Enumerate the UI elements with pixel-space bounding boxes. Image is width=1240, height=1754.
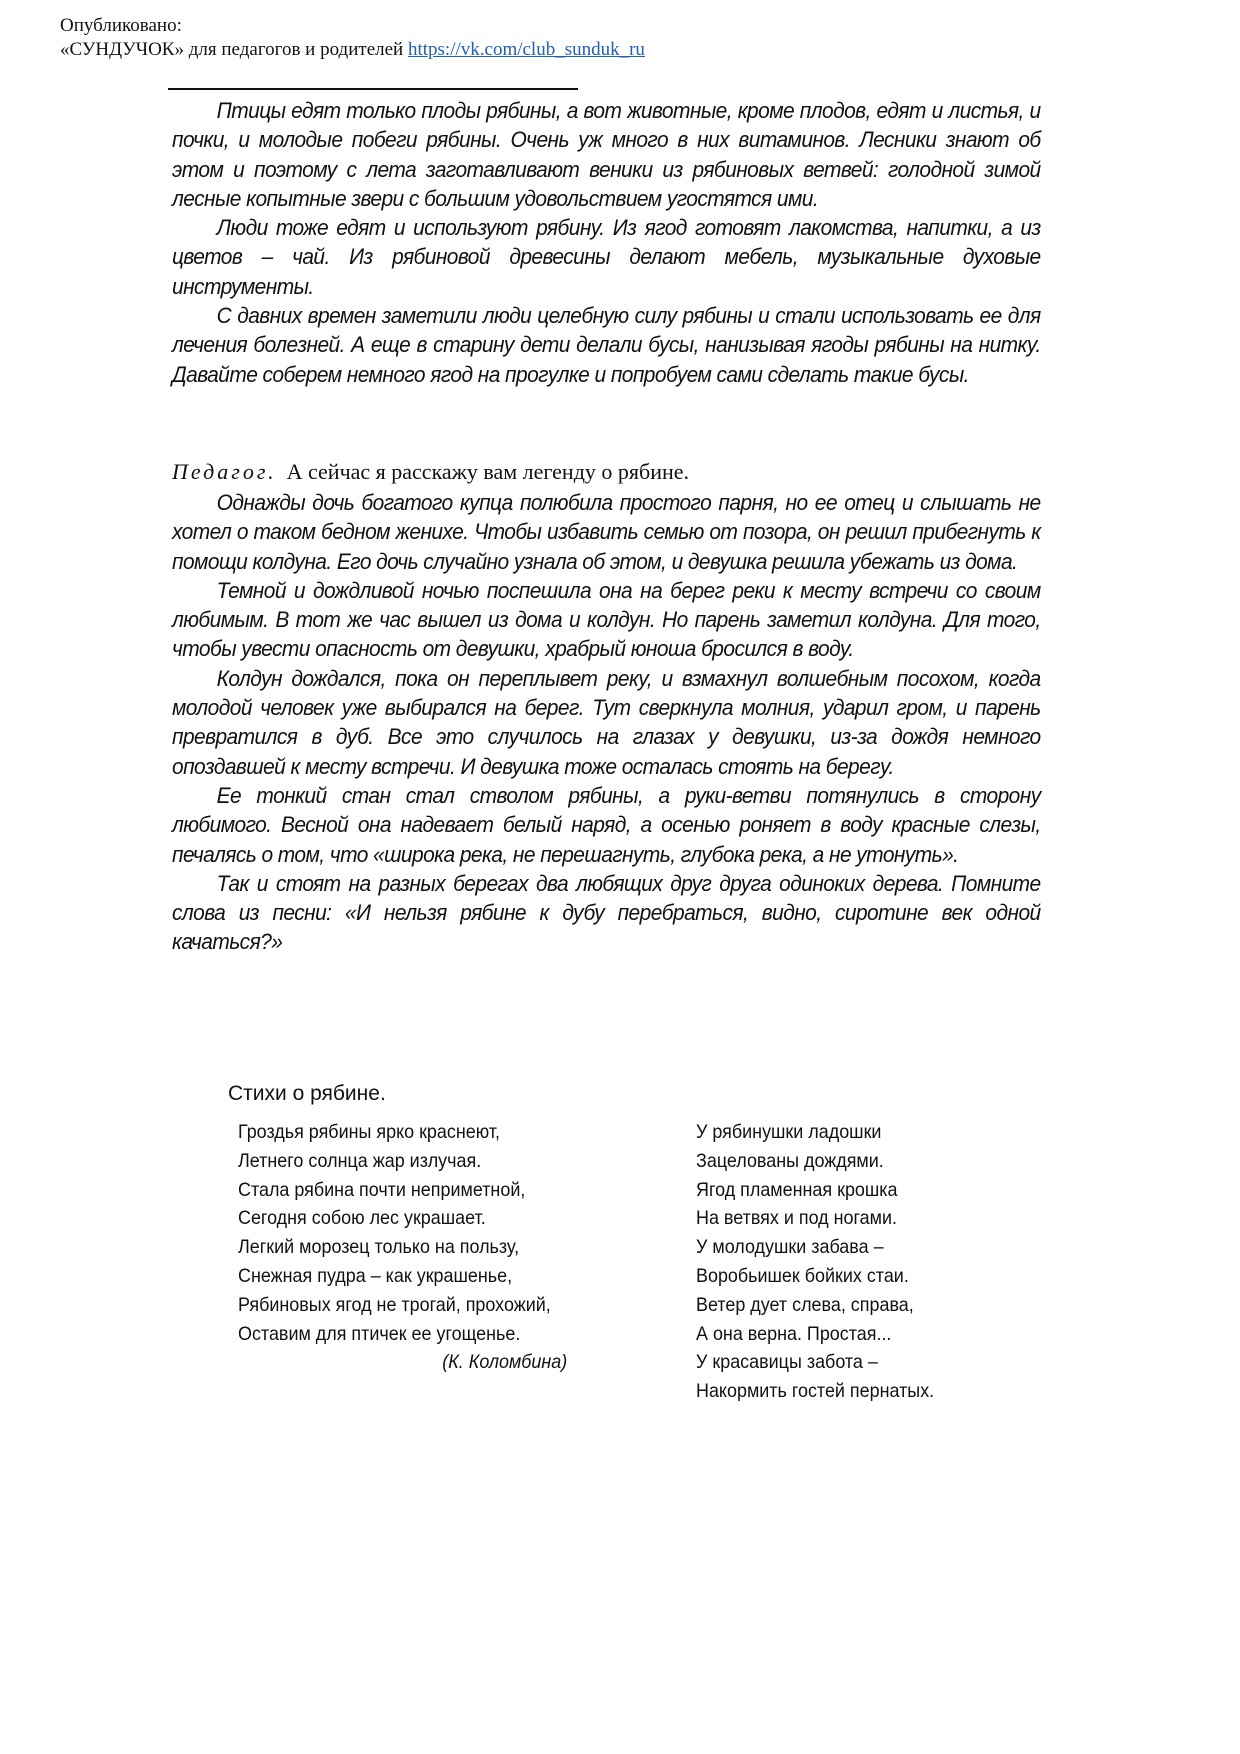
poem-line: Ветер дует слева, справа, [696,1293,914,1316]
intro-paragraph: С давних времен заметили люди целебную силу рябины и стали использовать ее для лечения болезней. А еще в старину дети делали бусы, нанизывая ягоды рябины на нитку. Давайте соберем немного ягод на прогулке и попробуем сами сделать такие бусы. [172,303,1041,387]
publication-header [60,14,645,62]
legend-paragraph: Темной и дождливой ночью поспешила она на берег реки к месту встречи со своим любимым. В тот же час вышел из дома и колдун. Но парень заметил колдуна. Для того, чтобы увести опасность от девушки, храбрый юноша бросился в воду. [172,577,1041,662]
poem-right [696,1118,934,1406]
poem-line: А она верна. Простая... [696,1322,892,1345]
published-label: Опубликовано: [60,15,182,36]
poem-line: Рябиновых ягод не трогай, прохожий, [238,1293,551,1316]
poem-line: Легкий морозец только на пользу, [238,1236,520,1259]
speaker-label: Педагог. [172,459,277,484]
poem-line: Летнего солнца жар излучая. [238,1149,482,1172]
poem-line: Снежная пудра – как украшенье, [238,1264,513,1287]
poem-line: На ветвях и под ногами. [696,1207,897,1230]
poem-line: Накормить гостей пернатых. [696,1380,935,1403]
source-text: «СУНДУЧОК» для педагогов и родителей [60,39,404,60]
poem-line: Ягод пламенная крошка [696,1178,898,1201]
poem-line: У молодушки забава – [696,1236,884,1259]
legend-text [172,488,1041,957]
pedagog-speech: А сейчас я расскажу вам легенду о рябине. [286,459,690,484]
header-divider [168,88,578,90]
poem-line: У рябинушки ладошки [696,1121,882,1143]
legend-paragraph: Однажды дочь богатого купца полюбила простого парня, но ее отец и слышать не хотел о таком бедном женихе. Чтобы избавить семью от позора, он решил прибегнуть к помощи колдуна. Его дочь случайно узнала об этом, и девушка решила убежать из дома. [172,490,1041,574]
poem-line: Оставим для птичек ее угощенье. [238,1322,521,1345]
poems-title: Стихи о рябине. [228,1082,386,1105]
intro-paragraph: Птицы едят только плоды рябины, а вот животные, кроме плодов, едят и листья, и почки, и молодые побеги рябины. Очень уж много в них витаминов. Лесники знают об этом и поэтому с лета заготавливают веники из рябиновых ветвей: голодной зимой лесные копытные звери с большим удовольствием угостятся ими. [172,98,1041,211]
legend-paragraph: Колдун дождался, пока он переплывет реку, и взмахнул волшебным посохом, когда молодой человек уже выбирался на берег. Тут сверкнула молния, ударил гром, и парень превратился в дуб. Все это случилось на глазах у девушки, из-за дождя немного опоздавшей к месту встречи. И девушка тоже осталась стоять на берегу. [172,665,1041,779]
poem-line: У красавицы забота – [696,1351,878,1374]
poem-line: Воробьишек бойких стаи. [696,1264,909,1287]
legend-paragraph: Ее тонкий стан стал стволом рябины, а руки-ветви потянулись в сторону любимого. Весной она надевает белый наряд, а осенью роняет в воду красные слезы, печалясь о том, что «широка река, не перешагнуть, глубока река, а не утонуть». [172,782,1041,867]
poem-line: Стала рябина почти неприметной, [238,1178,526,1201]
poem-line: Зацелованы дождями. [696,1149,884,1172]
legend-paragraph: Так и стоят на разных берегах два любящих друг друга одиноких дерева. Помните слова из песни: «И нельзя рябине к дубу перебраться, видно, сиротине век одной качаться?» [172,870,1041,955]
intro-text [172,96,1041,389]
poem-line: Сегодня собою лес украшает. [238,1207,486,1230]
poem-author: (К. Коломбина) [442,1351,568,1374]
pedagog-line [172,458,689,486]
poem-line: Гроздья рябины ярко краснеют, [238,1121,501,1143]
intro-paragraph: Люди тоже едят и используют рябину. Из ягод готовят лакомства, напитки, а из цветов – чай. Из рябиновой древесины делают мебель, музыкальные духовые инструменты. [172,215,1041,299]
source-link[interactable]: https://vk.com/club_sunduk_ru [407,39,645,60]
poem-left [238,1118,567,1377]
source-line [60,38,645,62]
